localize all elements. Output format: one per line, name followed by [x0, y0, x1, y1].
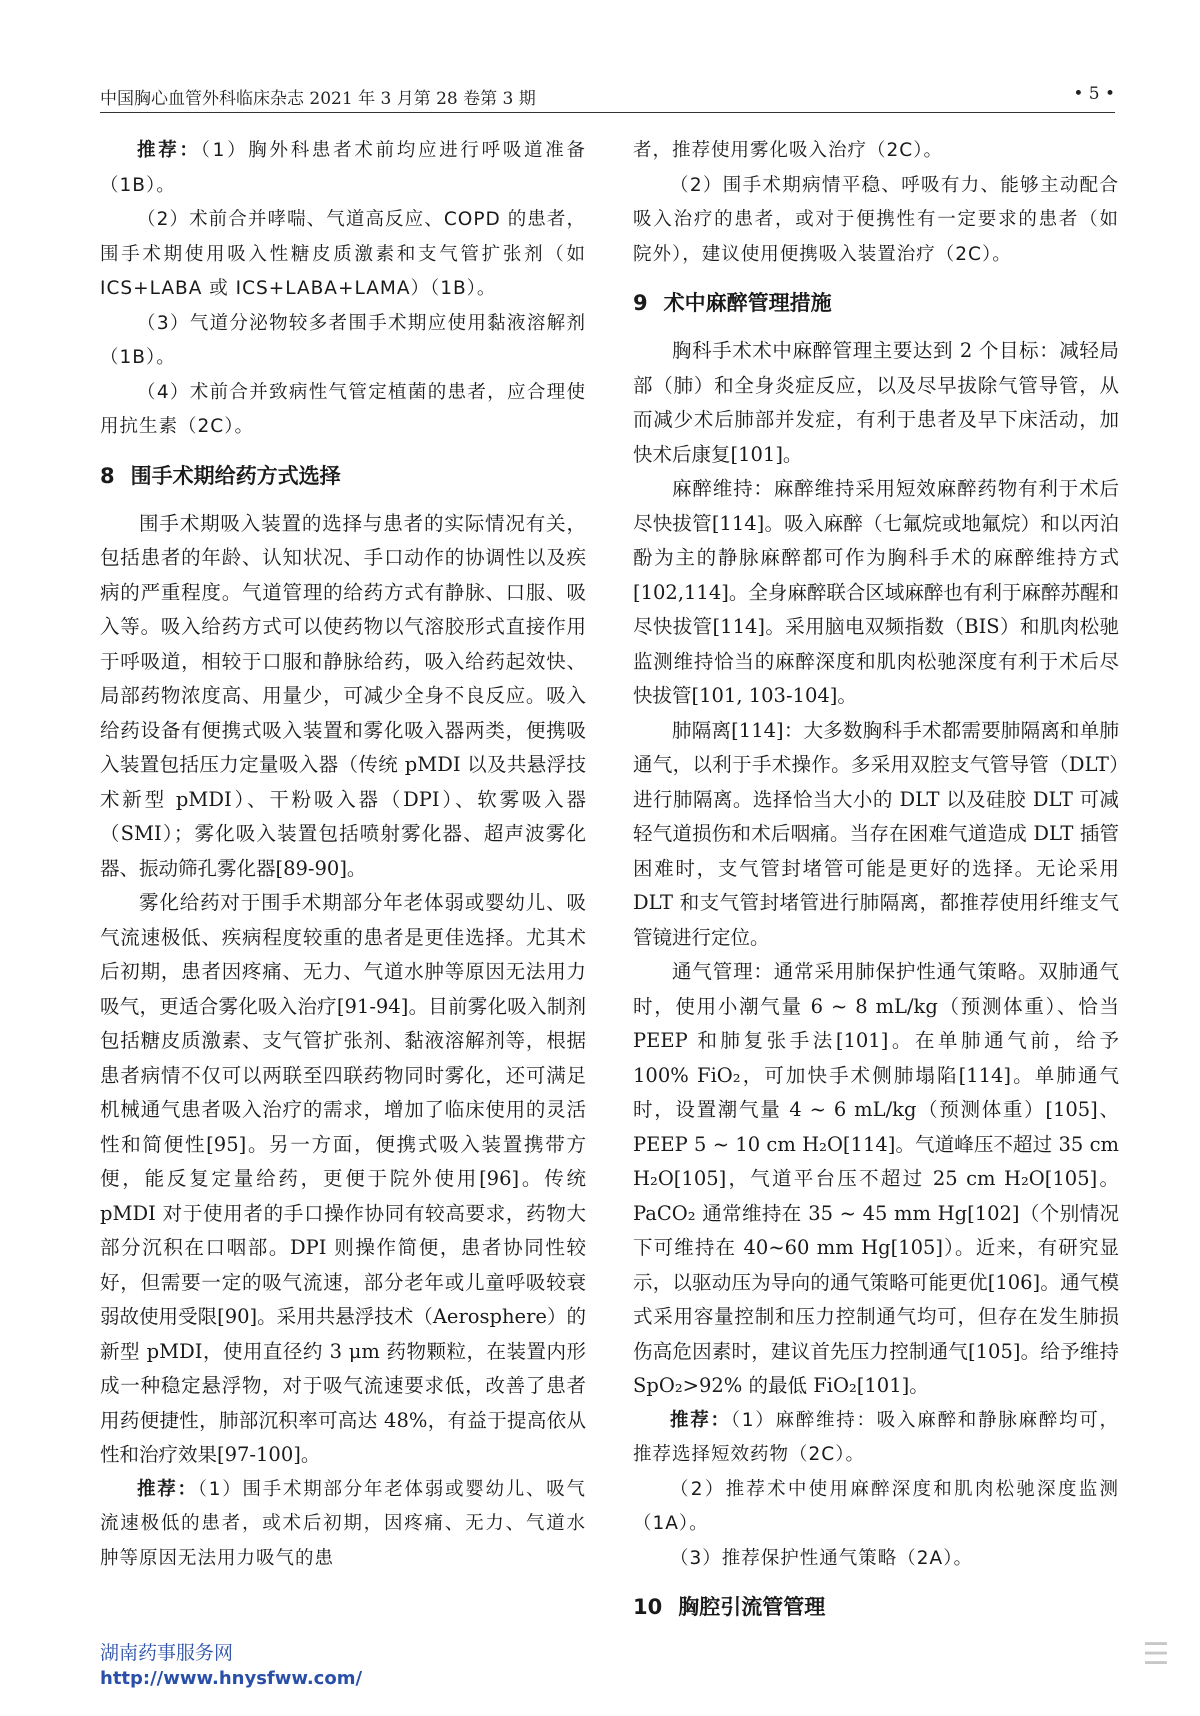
- corner-logo-icon: ☰: [1142, 1637, 1170, 1672]
- recommendation: [100, 134, 586, 203]
- section-title: 胸腔引流管管理: [678, 1595, 826, 1619]
- section-number: 9: [633, 291, 648, 315]
- body-paragraph: 雾化给药对于围手术期部分年老体弱或婴幼儿、吸气流速极低、疾病程度较重的患者是更佳选择。尤其术后初期，患者因疼痛、无力、气道水肿等原因无法用力吸气，更适合雾化吸入治疗[91-94]。目前雾化吸入制剂包括糖皮质激素、支气管扩张剂、黏液溶解剂等，根据患者病情不仅可以两联至四联药物同时雾化，还可满足机械通气患者吸入治疗的需求，增加了临床使用的灵活性和简便性[95]。另一方面，便携式吸入装置携带方便，能反复定量给药，更便于院外使用[96]。传统 pMDI 对于使用者的手口操作协同有较高要求，药物大部分沉积在口咽部。DPI 则操作简便，患者协同性较好，但需要一定的吸气流速，部分老年或儿童呼吸较衰弱故使用受限[90]。采用共悬浮技术（Aerosphere）的新型 pMDI，使用直径约 3 μm 药物颗粒，在装置内形成一种稳定悬浮物，对于吸气流速要求低，改善了患者用药便捷性，肺部沉积率可高达 48%，有益于提高依从性和治疗效果[97-100]。: [100, 891, 586, 1466]
- site-url-link[interactable]: http://www.hnysfww.com/: [100, 1668, 363, 1689]
- recommendation: （3）推荐保护性通气策略（2A）。: [670, 1547, 973, 1569]
- body-paragraph: 胸科手术术中麻醉管理主要达到 2 个目标：减轻局部（肺）和全身炎症反应，以及尽早拔除气管导管，从而减少术后肺部并发症，有利于患者及早下床活动，加快术后康复[101]。: [633, 339, 1119, 466]
- section-heading-9: [633, 286, 1119, 320]
- recommendation: （2）围手术期病情平稳、呼吸有力、能够主动配合吸入治疗的患者，或对于便携性有一定要求的患者（如院外），建议使用便携吸入装置治疗（2C）。: [633, 174, 1119, 265]
- body-paragraph: 麻醉维持：麻醉维持采用短效麻醉药物有利于术后尽快拔管[114]。吸入麻醉（七氟烷或地氟烷）和以丙泊酚为主的静脉麻醉都可作为胸科手术的麻醉维持方式[102,114]。全身麻醉联合区域麻醉也有利于麻醉苏醒和尽快拔管[114]。采用脑电双频指数（BIS）和肌肉松驰监测维持恰当的麻醉深度和肌肉松驰深度有利于术后尽快拔管[101, 103-104]。: [633, 477, 1119, 707]
- section-title: 围手术期给药方式选择: [130, 463, 341, 488]
- page-number: • 5 •: [1073, 84, 1115, 104]
- recommendation: （3）气道分泌物较多者围手术期应使用黏液溶解剂（1B）。: [100, 312, 586, 368]
- recommendation: （2）术前合并哮喘、气道高反应、COPD 的患者，围手术期使用吸入性糖皮质激素和支气管扩张剂（如 ICS+LABA 或 ICS+LABA+LAMA）（1B）。: [100, 209, 586, 299]
- right-column: [633, 134, 1119, 1638]
- recommendation-continued: 者，推荐使用雾化吸入治疗（2C）。: [633, 140, 943, 161]
- recommendation: [100, 1473, 586, 1577]
- recommendation-text: （1）麻醉维持：吸入麻醉和静脉麻醉均可，推荐选择短效药物（2C）。: [633, 1409, 1119, 1465]
- recommendation-text: （1）围手术期部分年老体弱或婴幼儿、吸气流速极低的患者，或术后初期，因疼痛、无力、气道水肿等原因无法用力吸气的患: [100, 1478, 586, 1569]
- section-number: 10: [633, 1595, 663, 1619]
- body-paragraph: 围手术期吸入装置的选择与患者的实际情况有关，包括患者的年龄、认知状况、手口动作的协调性以及疾病的严重程度。气道管理的给药方式有静脉、口服、吸入等。吸入给药方式可以使药物以气溶胶形式直接作用于呼吸道，相较于口服和静脉给药，吸入给药起效快、局部药物浓度高、用量少，可减少全身不良反应。吸入给药设备有便携式吸入装置和雾化吸入器两类，便携吸入装置包括压力定量吸入器（传统 pMDI 以及共悬浮技术新型 pMDI）、干粉吸入器（DPI）、软雾吸入器（SMI）；雾化吸入装置包括喷射雾化器、超声波雾化器、振动筛孔雾化器[89-90]。: [100, 511, 586, 880]
- recommendation-label: 推荐：: [137, 140, 201, 161]
- site-name: 湖南药事服务网: [100, 1642, 234, 1664]
- recommendation-label: 推荐：: [670, 1409, 731, 1431]
- journal-citation: 中国胸心血管外科临床杂志 2021 年 3 月第 28 卷第 3 期: [100, 89, 536, 109]
- body-paragraph: 肺隔离[114]：大多数胸科手术都需要肺隔离和单肺通气，以利于手术操作。多采用双腔支气管导管（DLT）进行肺隔离。选择恰当大小的 DLT 以及硅胶 DLT 可减轻气道损伤和术后咽痛。当存在困难气道造成 DLT 插管困难时，支气管封堵管可能是更好的选择。无论采用 DLT 和支气管封堵管进行肺隔离，都推荐使用纤维支气管镜进行定位。: [633, 718, 1119, 949]
- body-paragraph: 通气管理：通常采用肺保护性通气策略。双肺通气时，使用小潮气量 6 ~ 8 mL/kg（预测体重）、恰当 PEEP 和肺复张手法[101]。在单肺通气前，给予 100% FiO₂，可加快手术侧肺塌陷[114]。单肺通气时，设置潮气量 4 ~ 6 mL/kg（预测体重）[105]、PEEP 5 ~ 10 cm H₂O[114]。气道峰压不超过 35 cm H₂O[105]，气道平台压不超过 25 cm H₂O[105]。PaCO₂ 通常维持在 35 ~ 45 mm Hg[102]（个别情况下可维持在 40~60 mm Hg[105]）。近来，有研究显示，以驱动压为导向的通气策略可能更优[106]。通气模式采用容量控制和压力控制通气均可，但存在发生肺损伤高危因素时，建议首先压力控制通气[105]。给予维持 SpO₂>92% 的最低 FiO₂[101]。: [633, 960, 1119, 1397]
- recommendation: （4）术前合并致病性气管定植菌的患者，应合理使用抗生素（2C）。: [100, 381, 586, 437]
- section-number: 8: [100, 463, 115, 488]
- source-watermark: [100, 1640, 362, 1692]
- recommendation-text: （1）胸外科患者术前均应进行呼吸道准备（1B）。: [100, 140, 586, 196]
- recommendation: [633, 1404, 1119, 1473]
- recommendation: （2）推荐术中使用麻醉深度和肌肉松驰深度监测（1A）。: [633, 1478, 1119, 1534]
- section-heading-10: [633, 1590, 1119, 1624]
- section-title: 术中麻醉管理措施: [663, 291, 832, 315]
- running-header: [100, 78, 1115, 113]
- recommendation-label: 推荐：: [137, 1478, 198, 1500]
- left-column: [100, 134, 586, 1576]
- section-heading-8: [100, 459, 586, 493]
